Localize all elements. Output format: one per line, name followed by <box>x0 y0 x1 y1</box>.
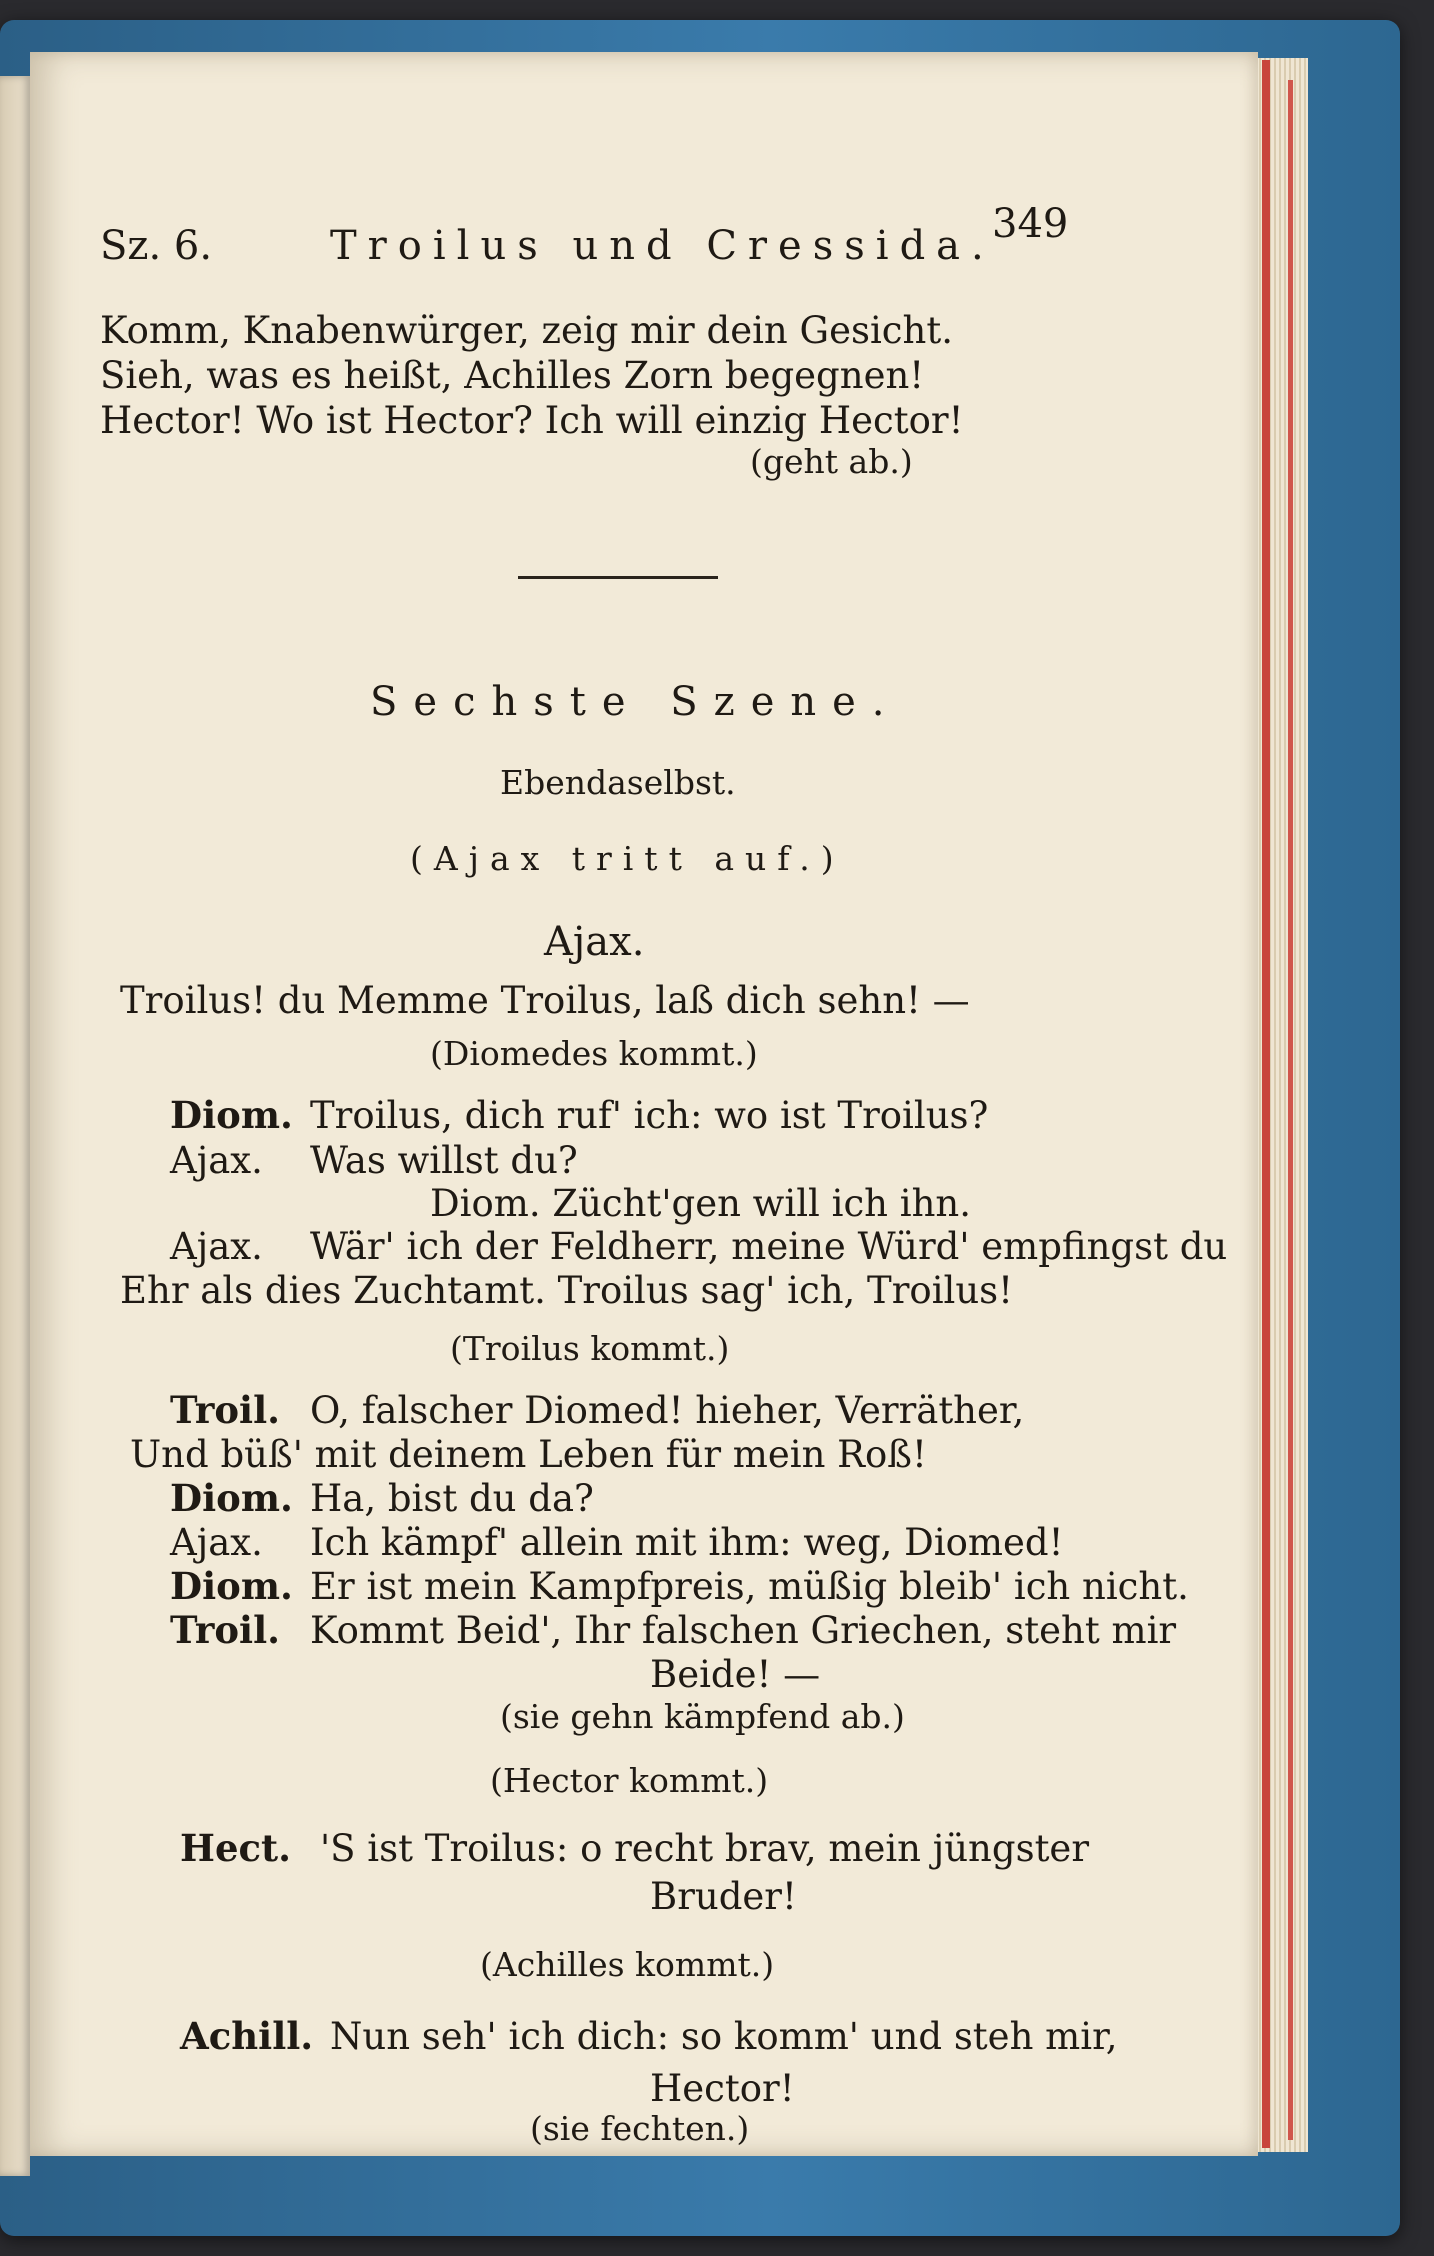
speaker-prefix: Troil. <box>170 1388 281 1432</box>
speaker-prefix: Ajax. <box>170 1521 263 1564</box>
verse-line: Sieh, was es heißt, Achilles Zorn begegnen! <box>100 354 925 397</box>
speaker-prefix: Troil. <box>170 1608 281 1652</box>
speaker-prefix: Diom. <box>170 1564 293 1608</box>
speaker-prefix: Ajax. <box>170 1139 263 1182</box>
verse-line: Hector! Wo ist Hector? Ich will einzig Hector! <box>100 399 964 442</box>
scene-location: Ebendaselbst. <box>500 763 736 802</box>
verse-line: Kommt Beid', Ihr falschen Griechen, steht mir <box>310 1609 1177 1652</box>
running-title: Troilus und Cressida. <box>330 223 995 269</box>
book-page <box>30 52 1258 2156</box>
stage-direction: (geht ab.) <box>750 442 913 481</box>
stage-direction: (Diomedes kommt.) <box>430 1034 758 1073</box>
verse-line: Ich kämpf' allein mit ihm: weg, Diomed! <box>310 1521 1064 1564</box>
verse-line: Bruder! <box>650 1875 797 1918</box>
verse-line: Beide! — <box>650 1653 821 1696</box>
speaker-prefix: Ajax. <box>170 1225 263 1268</box>
stage-direction: (sie gehn kämpfend ab.) <box>500 1697 905 1736</box>
stage-direction: (Ajax tritt auf.) <box>410 839 845 878</box>
scene-marker: Sz. 6. <box>100 223 213 269</box>
verse-line: Komm, Knabenwürger, zeig mir dein Gesicht. <box>100 309 953 352</box>
verse-line: Ha, bist du da? <box>310 1477 594 1520</box>
verse-line: Troilus, dich ruf' ich: wo ist Troilus? <box>310 1094 989 1137</box>
scene-heading: Sechste Szene. <box>370 679 901 725</box>
verse-line: Er ist mein Kampfpreis, müßig bleib' ich nicht. <box>310 1565 1189 1608</box>
verse-line: Troilus! du Memme Troilus, laß dich sehn! — <box>120 979 970 1022</box>
red-page-edge-outer <box>1288 80 1293 2140</box>
verse-line: Und büß' mit deinem Leben für mein Roß! <box>130 1433 927 1476</box>
stage-direction: (Troilus kommt.) <box>450 1329 730 1368</box>
speaker-prefix: Diom. <box>170 1476 293 1520</box>
verse-line: 'S ist Troilus: o recht brav, mein jüngster <box>320 1827 1090 1870</box>
speaker-prefix: Achill. <box>180 2014 314 2058</box>
section-divider <box>518 576 718 579</box>
speaker-heading: Ajax. <box>544 919 645 965</box>
verse-line: Ehr als dies Zuchtamt. Troilus sag' ich, Troilus! <box>120 1269 1014 1312</box>
red-page-edge <box>1262 60 1270 2148</box>
speaker-prefix: Hect. <box>180 1826 291 1870</box>
stage-direction: (sie fechten.) <box>530 2109 750 2148</box>
verse-line: Wär' ich der Feldherr, meine Würd' empfingst du <box>310 1225 1228 1268</box>
verse-line: O, falscher Diomed! hieher, Verräther, <box>310 1389 1025 1432</box>
page-number: 349 <box>992 201 1069 247</box>
stage-direction: (Achilles kommt.) <box>480 1945 775 1984</box>
verse-line: Hector! <box>650 2067 795 2110</box>
stage-direction: (Hector kommt.) <box>490 1761 769 1800</box>
verse-line: Nun seh' ich dich: so komm' und steh mir, <box>330 2015 1118 2058</box>
verse-line: Diom. Zücht'gen will ich ihn. <box>430 1182 972 1225</box>
speaker-prefix: Diom. <box>170 1093 293 1137</box>
verse-line: Was willst du? <box>310 1139 578 1182</box>
left-page-edge <box>0 76 30 2176</box>
